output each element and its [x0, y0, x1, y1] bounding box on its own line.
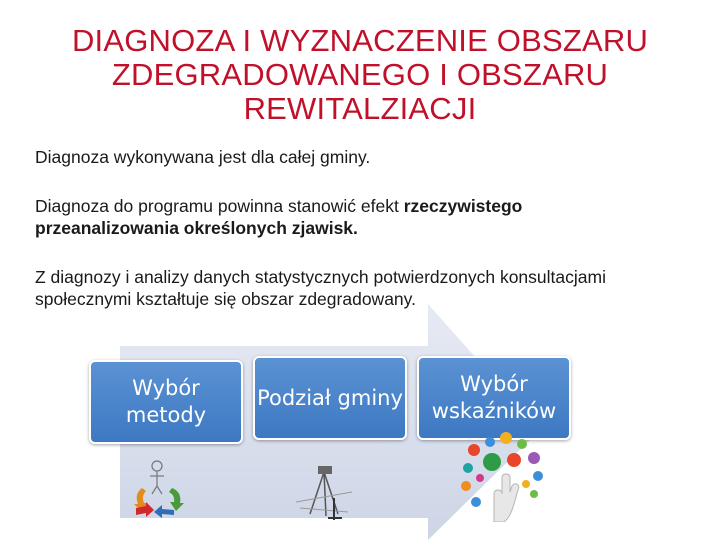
- step-label-indicators: Wybór wskaźników: [431, 372, 557, 423]
- surveyor-tripod-icon: [288, 462, 360, 522]
- people-cycle-arrows-icon: [122, 458, 190, 520]
- paragraph-degraded-area: Z diagnozy i analizy danych statystycznych potwierdzonych konsultacjami społecznymi kształtuje się obszar zdegradowany.: [35, 267, 606, 309]
- step-box-division: [253, 356, 407, 440]
- paragraph-effect-bold: rzeczywistego przeanalizowania określonych zjawisk.: [35, 196, 523, 238]
- step-label-method: Wybór metody: [125, 376, 207, 427]
- paragraph-effect: [35, 195, 655, 239]
- hand-app-icons-icon: [454, 428, 550, 522]
- paragraph-effect-normal: Diagnoza do programu powinna stanowić efekt: [35, 196, 404, 216]
- paragraph-scope: Diagnoza wykonywana jest dla całej gminy.: [35, 147, 371, 167]
- slide-title: DIAGNOZA I WYZNACZENIE OBSZARU ZDEGRADOWANEGO I OBSZARU REWITALZIACJI: [71, 23, 649, 126]
- step-box-method: [89, 360, 243, 444]
- step-label-division: Podział gminy: [257, 385, 403, 410]
